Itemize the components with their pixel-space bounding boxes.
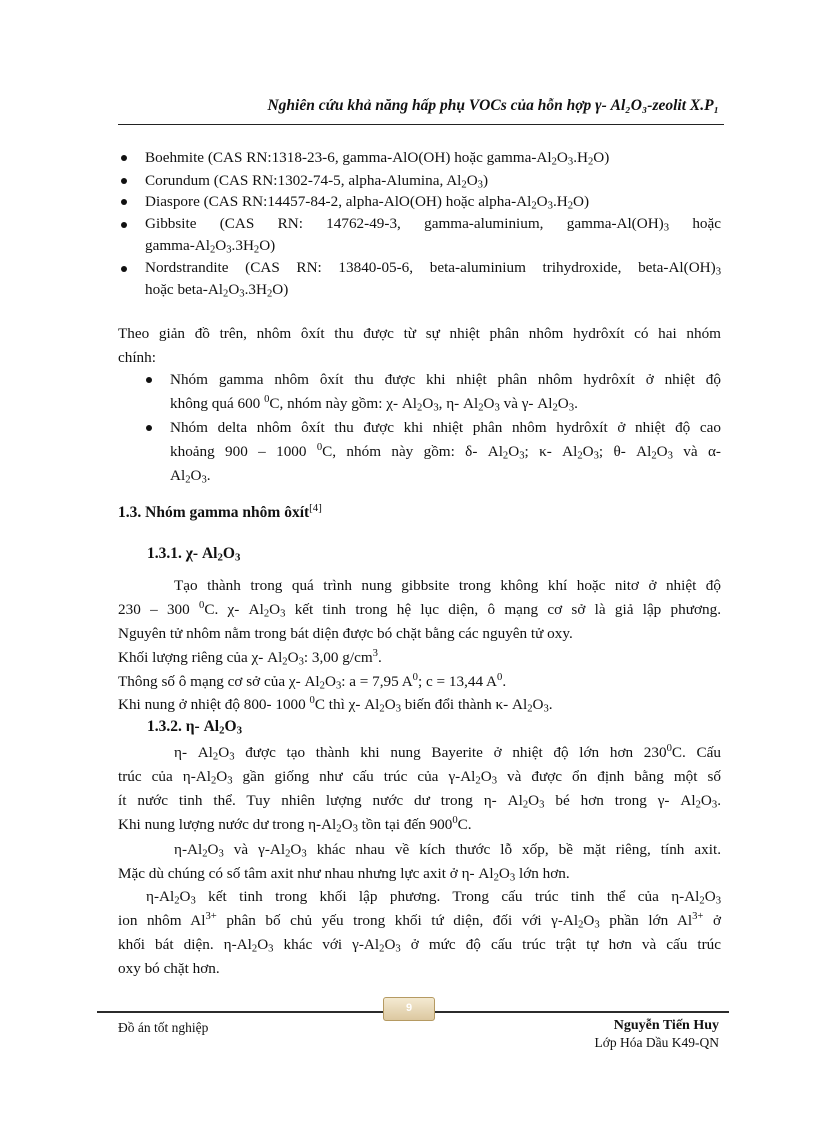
footer-rule-left [97,1011,383,1013]
bullet-dot [146,425,152,431]
running-header-title [0,97,719,115]
mineral-item-text: Gibbsite (CAS RN: 14762-49-3, gamma-aluminium, gamma-$Al(OH)_3$ hoặc [145,215,721,234]
eta-line: Khi nung lượng nước dư trong $\eta-Al_2O_3$ tồn tại đến $900^0C$. [118,815,472,835]
section-heading-text: 1.3. Nhóm gamma nhôm ôxít [118,504,310,521]
eta-line: $\eta-Al_2O_3$ kết tinh trong khối lập phương. Trong cấu trúc tinh thể của $\eta-Al_2O_3$ [146,888,721,907]
running-header-text: Nghiên cứu khả năng hấp phụ VOCs của hỗn hợp γ- Al₂O₃-zeolit X.P₁ [267,97,719,114]
eta-line: $\eta-Al_2O_3$ và $\gamma-Al_2O_3$ khác nhau về kích thước lỗ xốp, bề mặt riêng, tính axit. [174,841,721,860]
footer-class: Lớp Hóa Dầu K49-QN [594,1035,719,1050]
chi-transform: Khi nung ở nhiệt độ 800- 1000 $^0$C thì χ- $Al_2O_3$ biến đổi thành κ- $Al_2O_3$. [118,695,553,715]
chi-density: Khối lượng riêng của χ- $Al_2O_3$: 3,00 $g/cm^3$. [118,648,382,668]
section-heading-1-3-2: 1.3.2. η- $Al_2O_3$ [147,718,242,737]
eta-line: khối bát diện. $\eta-Al_2O_3$ khác với $\gamma-Al_2O_3$ ở mức độ cấu trúc trật tự hơn và cấu trúc [118,936,721,955]
bullet-dot [121,155,127,161]
section-heading-1-3 [118,502,322,521]
mineral-item-text: hoặc beta-$Al_2O_3.3H_2O$) [145,281,289,300]
mineral-item-text: Boehmite (CAS RN:1318-23-6, gamma-AlO(OH) hoặc gamma-$Al_2O_3.H_2O$) [145,149,610,168]
eta-line: ion nhôm $Al^{3+}$ phân bố chủ yếu trong khối tứ diện, đối với $\gamma-Al_2O_3$ phần lớn $Al^{3+}$ ở [118,911,721,931]
mineral-item-text: Corundum (CAS RN:1302-74-5, alpha-Alumina, $Al_2O_3$) [145,172,489,191]
bullet-dot [121,178,127,184]
eta-line: oxy bó chặt hơn. [118,960,220,977]
section-heading-1-3-1: 1.3.1. χ- $Al_2O_3$ [147,545,241,564]
footer-rule-right [433,1011,729,1013]
bullet-dot [146,377,152,383]
citation-ref: [4] [309,502,322,515]
group-item-text: không quá 600 $^0$C, nhóm này gồm: χ- $Al_2O_3$, η- $Al_2O_3$ và γ- $Al_2O_3$. [170,394,578,414]
intro-line: chính: [118,349,156,366]
group-item-text: Nhóm delta nhôm ôxít thu được khi nhiệt phân nhôm hydrôxít ở nhiệt độ cao [170,419,721,436]
group-item-text: Nhóm gamma nhôm ôxít thu được khi nhiệt phân nhôm hydrôxít ở nhiệt độ [170,371,721,388]
page-number-badge: 9 [383,997,435,1021]
chi-line: 230 – 300 $^0$C. χ- $Al_2O_3$ kết tinh trong hệ lục diện, ô mạng cơ sở là giả lập phương. [118,600,721,620]
mineral-item-text: Nordstrandite (CAS RN: 13840-05-6, beta-aluminium trihydroxide, beta-$Al(OH)_3$ [145,259,721,278]
chi-lattice: Thông số ô mạng cơ sở của χ- $Al_2O_3$: a = 7,95 $A^0$; c = 13,44 $A^0$. [118,672,507,692]
group-item-text: khoảng 900 – 1000 $^0$C, nhóm này gồm: δ- $Al_2O_3$; κ- $Al_2O_3$; θ- $Al_2O_3$ và α- [170,442,721,462]
footer-author: Nguyễn Tiến Huy [613,1018,719,1033]
chi-line: Nguyên tử nhôm nằm trong bát diện được bó chặt bằng các nguyên tử oxy. [118,625,573,642]
group-item-text: $Al_2O_3$. [170,467,211,486]
mineral-item-text: gamma-$Al_2O_3.3H_2O$) [145,237,276,256]
chi-line: Tạo thành trong quá trình nung gibbsite trong không khí hoặc nitơ ở nhiệt độ [174,577,721,594]
header-rule [118,124,724,125]
eta-line: Mặc dù chúng có số tâm axit như nhau nhưng lực axit ở η- $Al_2O_3$ lớn hơn. [118,865,570,884]
eta-line: trúc của $\eta-Al_2O_3$ gần giống như cấu trúc của $\gamma-Al_2O_3$ và được ổn định bằng một số [118,768,721,787]
bullet-dot [121,199,127,205]
eta-line: ít nước tinh thể. Tuy nhiên lượng nước dư trong η- $Al_2O_3$ bé hơn trong γ- $Al_2O_3$. [118,792,721,811]
bullet-dot [121,266,127,272]
bullet-dot [121,222,127,228]
mineral-item-text: Diaspore (CAS RN:14457-84-2, alpha-AlO(OH) hoặc alpha-$Al_2O_3.H_2O$) [145,193,590,212]
footer-document-type: Đồ án tốt nghiệp [118,1020,209,1035]
eta-line: η- $Al_2O_3$ được tạo thành khi nung Bayerite ở nhiệt độ lớn hơn $230^0C$. Cấu [174,743,721,763]
intro-line: Theo giản đồ trên, nhôm ôxít thu được từ sự nhiệt phân nhôm hydrôxít có hai nhóm [118,325,721,342]
